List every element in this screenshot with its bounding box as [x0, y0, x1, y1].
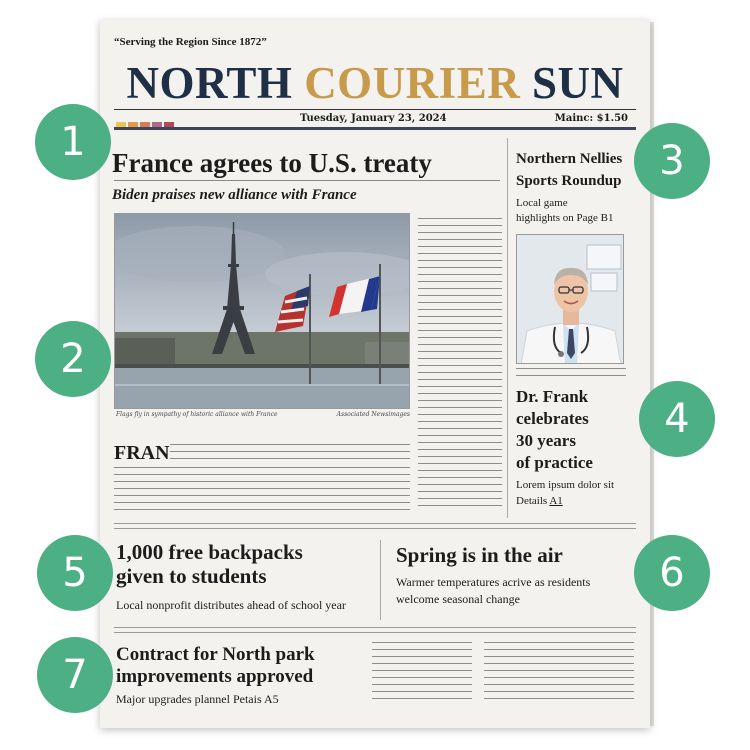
doctor-photo: [516, 234, 624, 364]
callout-marker-2: 2: [35, 321, 111, 397]
backpacks-headline-line: 1,000 free backpacks: [116, 540, 303, 564]
lead-body-text: [170, 444, 410, 464]
doctor-headline-line: celebrates: [516, 409, 589, 428]
spring-subhead-line: Warmer temperatures acrive as residents: [396, 575, 591, 589]
backpacks-headline: [116, 540, 303, 588]
section-rule: [114, 528, 636, 529]
photo-caption: Flags fly in sympathy of historic alliance with France: [116, 411, 278, 418]
spring-subhead: [396, 574, 590, 608]
column-divider: [507, 138, 508, 518]
callout-marker-4: 4: [639, 381, 715, 457]
column-divider: [380, 540, 381, 620]
park-body-column: [372, 642, 472, 702]
masthead-rule-top: [114, 109, 636, 110]
doctor-details: [516, 493, 646, 509]
park-body-column: [484, 642, 634, 702]
park-headline-line: improvements approved: [116, 666, 314, 687]
dateline: Tuesday, January 23, 2024: [300, 113, 447, 124]
sports-title: [516, 148, 634, 192]
callout-marker-7: 7: [37, 637, 113, 713]
backpacks-headline-line: given to students: [116, 564, 267, 588]
park-subhead: Major upgrades plannel Petais A5: [116, 692, 279, 706]
details-prefix: Details: [516, 495, 550, 507]
doctor-lorem: Lorem ipsum dolor sit: [516, 479, 615, 491]
masthead-sun: SUN: [520, 58, 624, 108]
price: Mainc: $1.50: [554, 113, 628, 124]
sports-title-line: Sports Roundup: [516, 173, 622, 189]
callout-marker-5: 5: [37, 535, 113, 611]
spring-subhead-line: welcome seasonal change: [396, 592, 520, 606]
spring-headline: Spring is in the air: [396, 543, 563, 567]
lead-subhead: Biden praises new alliance with France: [112, 187, 357, 203]
masthead-north: NORTH: [126, 58, 305, 108]
doctor-headline-line: of practice: [516, 453, 593, 472]
lead-headline: France agrees to U.S. treaty: [112, 148, 432, 178]
park-headline-line: Contract for North park: [116, 644, 315, 665]
sports-note: [516, 196, 634, 226]
masthead-courier: COURIER: [304, 58, 521, 108]
callout-marker-1: 1: [35, 104, 111, 180]
sports-note-line: Local game: [516, 197, 568, 209]
photo-caption-row: [116, 411, 410, 418]
doctor-headline-line: Dr. Frank: [516, 387, 589, 406]
details-page-link[interactable]: A1: [549, 495, 563, 507]
doctor-summary: [516, 477, 646, 509]
photo-credit: Associated Newsimages: [336, 411, 410, 418]
newspaper-page: [100, 20, 650, 728]
section-rule: [114, 627, 636, 628]
sports-note-line: highlights on Page B1: [516, 212, 614, 224]
masthead-title: [114, 58, 636, 108]
lead-body-text: [114, 467, 410, 513]
doctor-headline-line: 30 years: [516, 431, 576, 450]
headline-rule: [114, 180, 500, 181]
callout-marker-3: 3: [634, 123, 710, 199]
lead-body-column: [418, 218, 502, 510]
section-rule: [114, 632, 636, 633]
eiffel-tower-illustration: [115, 214, 410, 409]
eiffel-tower-photo: [114, 213, 410, 409]
sports-title-line: Northern Nellies: [516, 151, 623, 167]
section-rule: [114, 523, 636, 524]
doctor-illustration: [517, 235, 624, 364]
color-swatches: [116, 115, 176, 134]
park-headline: [116, 644, 315, 688]
callout-marker-6: 6: [634, 535, 710, 611]
dropcap: FRAN: [114, 442, 170, 464]
doctor-headline: [516, 386, 636, 474]
masthead-rule-bottom: [114, 127, 636, 130]
slogan: “Serving the Region Since 1872”: [114, 36, 267, 48]
backpacks-subhead: Local nonprofit distributes ahead of school year: [116, 598, 346, 612]
doctor-photo-caption: [516, 368, 626, 376]
